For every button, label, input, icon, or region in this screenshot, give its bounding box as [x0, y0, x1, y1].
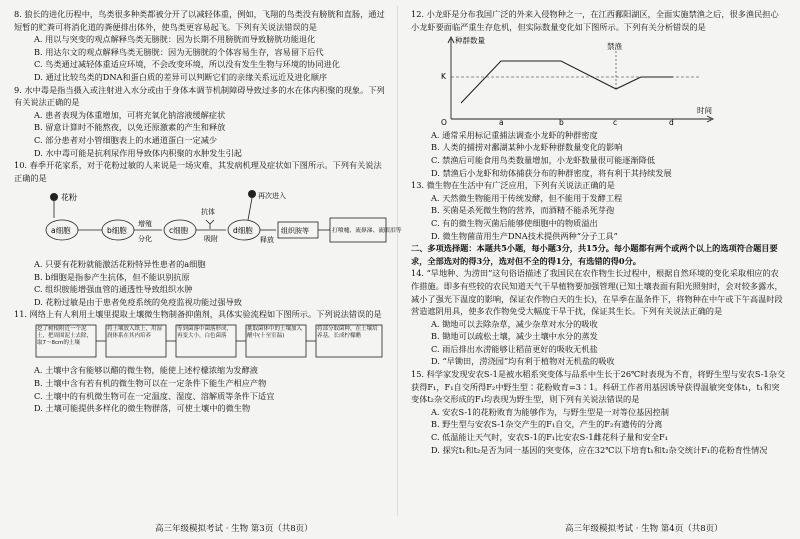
- flow-step-1: 挖了树根附近一个泥土，把周围泥土去除，取7～8cm的土壤: [37, 325, 93, 346]
- q9-option-a: A. 患者表现为体重增加，可将充氧化钠溶液缓解症状: [34, 109, 226, 120]
- q13-option-d: D. 微生物菌苗用生产DNA技术提供两种“分子工具”: [431, 230, 618, 241]
- cell-b-label: b细胞: [107, 226, 127, 236]
- pollen-icon: [50, 193, 58, 201]
- question-14: 14. “旱地种、为涝田”这句俗语描述了我国民在农作物生长过程中，根据自然环境的变化采取相应的农作措施。即多有些较的农民知道天气干旱植物要加强管理(已知土壤表面有阳光照射时，会对较多露水，减小了强光下温度的影响，保证农作物白天的生长)，在旱季在温条件下，将物种在中午或下午高温时段营造遮阴用具，使多农作物免受大幅度干旱干扰，保证其生长。下列有关说法正确的是: [411, 268, 783, 317]
- q10-option-a: A. 只要有花粉就能激活花粉特异性患者的a细胞: [34, 258, 206, 269]
- q12-option-b: B. 人类的捕捞对鄱湖某种小龙虾种群数量变化的影响: [431, 142, 623, 153]
- left-page-footer: 高三年级模拟考试 · 生物 第3页（共8页）: [155, 524, 313, 534]
- cell-a-label: a细胞: [51, 226, 71, 236]
- chart-point-c: c: [613, 118, 618, 128]
- q15-option-b: B. 野生型与安农S-1杂交产生的F₁自交，产生的F₂有遗传的分离: [431, 419, 663, 430]
- q11-option-a: A. 土壤中含有能够以醋的微生物，能使上述柠檬浓缩为发酵液: [34, 365, 258, 376]
- q12-option-c: C. 禁渔后可能食用鸟类数量增加，小龙虾数量很可能逐渐降低: [431, 154, 656, 165]
- chart-ylabel: 种群数量: [455, 36, 485, 46]
- question-9: 9. 水中毒是指当摄入或注射进入水分或由于身体本调节机制障碍导致过多的水在体内积聚的现象。下列有关说法正确的是: [14, 84, 385, 108]
- chart-point-a: a: [499, 118, 504, 128]
- q14-option-a: A. 锄地可以去除杂草，减少杂草对水分的吸收: [431, 318, 598, 329]
- q9-option-d: D. 水中毒可能是抗利尿作用导致体内积聚的水肿发生引起: [34, 147, 242, 158]
- population-curve: [461, 61, 673, 103]
- q11-option-d: D. 土壤可能提供多样化的微生物群落，可使土壤中的微生物: [34, 403, 251, 414]
- question-11: 11. 网络上有人利用土壤里提取土壤微生物制备抑菌剂，具体实验流程如下图所示。下列说法错误的是: [14, 309, 382, 320]
- pollen-label: 花粉: [61, 193, 77, 203]
- question-8: 8. 狼长的进化历程中，鸟类很多种类都被分开了以减轻体重，例如，飞翔的鸟类没有膀胱和直肠，通过短暂的贮粪可将消化道的粪便排出体外，使鸟类更容易起飞。下列有关说法错误的是: [14, 9, 385, 32]
- q13-option-a: A. 天然微生物能用于传统发酵，但不能用于发酵工程: [431, 192, 623, 203]
- q11-option-b: B. 土壤中含有若有机的微生物可以在一定条件下能生产相应产物: [34, 378, 267, 389]
- q11-flow-diagram: [14, 321, 389, 361]
- q14-option-b: B. 锄地可以疏松土壤，减少土壤中水分的蒸发: [431, 331, 598, 342]
- chart-point-b: b: [559, 118, 564, 128]
- chart-point-d: d: [669, 118, 674, 128]
- antibody-icon: [206, 220, 214, 229]
- q8-option-d: D. 通过比较鸟类的DNA和蛋白质的差异可以判断它们的亲缘关系远近及进化顺序: [34, 71, 328, 82]
- cell-d-label: d细胞: [233, 226, 253, 236]
- q8-option-a: A. 用以与突变的观点解释鸟类无膀胱：因为长期不用膀胱而导致膀胱功能退化: [34, 34, 316, 45]
- section-2-title: 二、多项选择题：本题共5小题，每小题3分，共15分。每小题都有两个或两个以上的选项符合题目要求，全部选对的得3分，选对但不全的得1分，有选错的得0分。: [411, 243, 778, 266]
- proliferate-label: 增殖: [138, 220, 152, 229]
- q11-option-c: C. 土壤中的有机微生物可在一定温度、湿度、溶解质等条件下适宜: [34, 390, 275, 401]
- q13-option-b: B. 买菌是杀死微生物的营养，而酒精不能杀死芽孢: [431, 205, 615, 216]
- q10-option-c: C. 组织胺能增强血管的通透性导致组织水肿: [34, 284, 193, 295]
- adsorb-label: 吸附: [204, 235, 218, 244]
- cell-c-label: c细胞: [169, 226, 189, 236]
- left-page: [14, 8, 402, 415]
- differentiate-label: 分化: [138, 235, 152, 244]
- question-15: 15. 科学家发现安农S-1是被水稻系突变体与品系中生长于26℃时表现为不育，将野生型与安农S-1杂交获得F₁，F₁自交所得F₂中野生型∶花粉败育=3∶1。科研工作者用基因诱导获得温敏突变体t₁，t₁和突变体t₂杂交形成的F₁均表现为野生型，则下列有关说法错误的是: [411, 369, 786, 405]
- page-divider: [397, 6, 398, 516]
- q15-option-a: A. 安农S-1的花粉败育为能够作为，与野生型是一对等位基因控制: [431, 406, 669, 417]
- question-10: 10. 春季开花家系，对于花粉过敏的人来说是一场灾难，其发病机理及症状如下图所示。下列有关说法正确的是: [14, 160, 382, 183]
- q12-population-chart: [411, 33, 786, 128]
- right-page: [411, 8, 786, 456]
- pollen-reentry-icon: [248, 190, 256, 198]
- chart-annotation: 禁渔: [607, 42, 622, 52]
- q10-option-d: D. 花粉过敏是由于患者免疫系统的免疫监视功能过强导致: [34, 296, 242, 307]
- histamine-label: 组织胺等: [281, 227, 309, 236]
- q14-option-d: D. “早锄田，涝浇园”均有利于植物对无机盐的吸收: [431, 356, 615, 367]
- chart-origin: O: [441, 118, 447, 128]
- q13-option-c: C. 有的微生物灭菌后能够使细胞中的物质溢出: [431, 217, 598, 228]
- right-page-footer: 高三年级模拟考试 · 生物 第4页（共8页）: [565, 524, 723, 534]
- q14-option-c: C. 雨后排出水涝能够让稻苗更好的吸收无机盐: [431, 343, 598, 354]
- release-label: 释放: [260, 236, 274, 245]
- q10-option-b: B. b细胞是指参产生抗体，但不能识别抗原: [34, 271, 190, 282]
- symptoms-label: 打喷嚏、流鼻涕、流眼泪等: [332, 228, 402, 235]
- q8-option-b: B. 用达尔文的观点解释鸟类无膀胱：因为无膀胱的个体容易生存，容易留下后代: [34, 46, 324, 57]
- q12-option-d: D. 禁渔后小龙虾和幼体捕获分布的种群密度，将有利于其持续发展: [431, 167, 672, 178]
- question-12: 12. 小龙虾是分布我国广泛的外来入侵物种之一，在江西鄱阳湖区，全面实施禁渔之后，很多渔民担心小龙虾要面临严重生存危机，但实际数量变化如下图所示。下列有关分析错误的是: [411, 9, 779, 32]
- q15-option-d: D. 探究t₁和t₂是否为同一基因的突变体，应在32℃以下培育t₁和t₂杂交统计F₁的花粉育性情况: [431, 444, 768, 455]
- question-13: 13. 微生物在生活中有广泛应用，下列有关说法正确的是: [411, 180, 615, 191]
- flow-step-2: 将土壤放入纸上，用湿润体系在其内培养: [107, 325, 163, 339]
- chart-k-label: K: [441, 72, 446, 82]
- reenter-label: 再次进入: [258, 192, 286, 201]
- q9-option-c: C. 部分患者对小管细胞表上的水通道蛋白一定减少: [34, 134, 218, 145]
- q9-option-b: B. 留意计算时不能熬夜，以免还原激素的产生和释放: [34, 122, 226, 133]
- q8-option-c: C. 鸟类通过减轻体重适应环境，不会改变环境，所以没有发生生物与环境的协同进化: [34, 59, 340, 70]
- chart-xlabel: 时间: [697, 106, 712, 116]
- q15-option-c: C. 低温能让天气时，安农S-1的F₁比安农S-1雌花科子量和安全F₁: [431, 432, 668, 443]
- flow-step-5: 将部分取菌种，在土壤培养基，长成柠檬醋: [317, 325, 378, 339]
- q12-option-a: A. 通常采用标记重捕法调查小龙虾的种群密度: [431, 129, 598, 140]
- flow-step-4: 挑取菌体中的土壤加入醋中(十至室温): [247, 325, 303, 339]
- flow-step-3: 等到菌落中菌落形成，再变大小，白色菌落: [177, 325, 233, 339]
- antibody-label: 抗体: [201, 208, 215, 217]
- q10-diagram: [14, 184, 402, 254]
